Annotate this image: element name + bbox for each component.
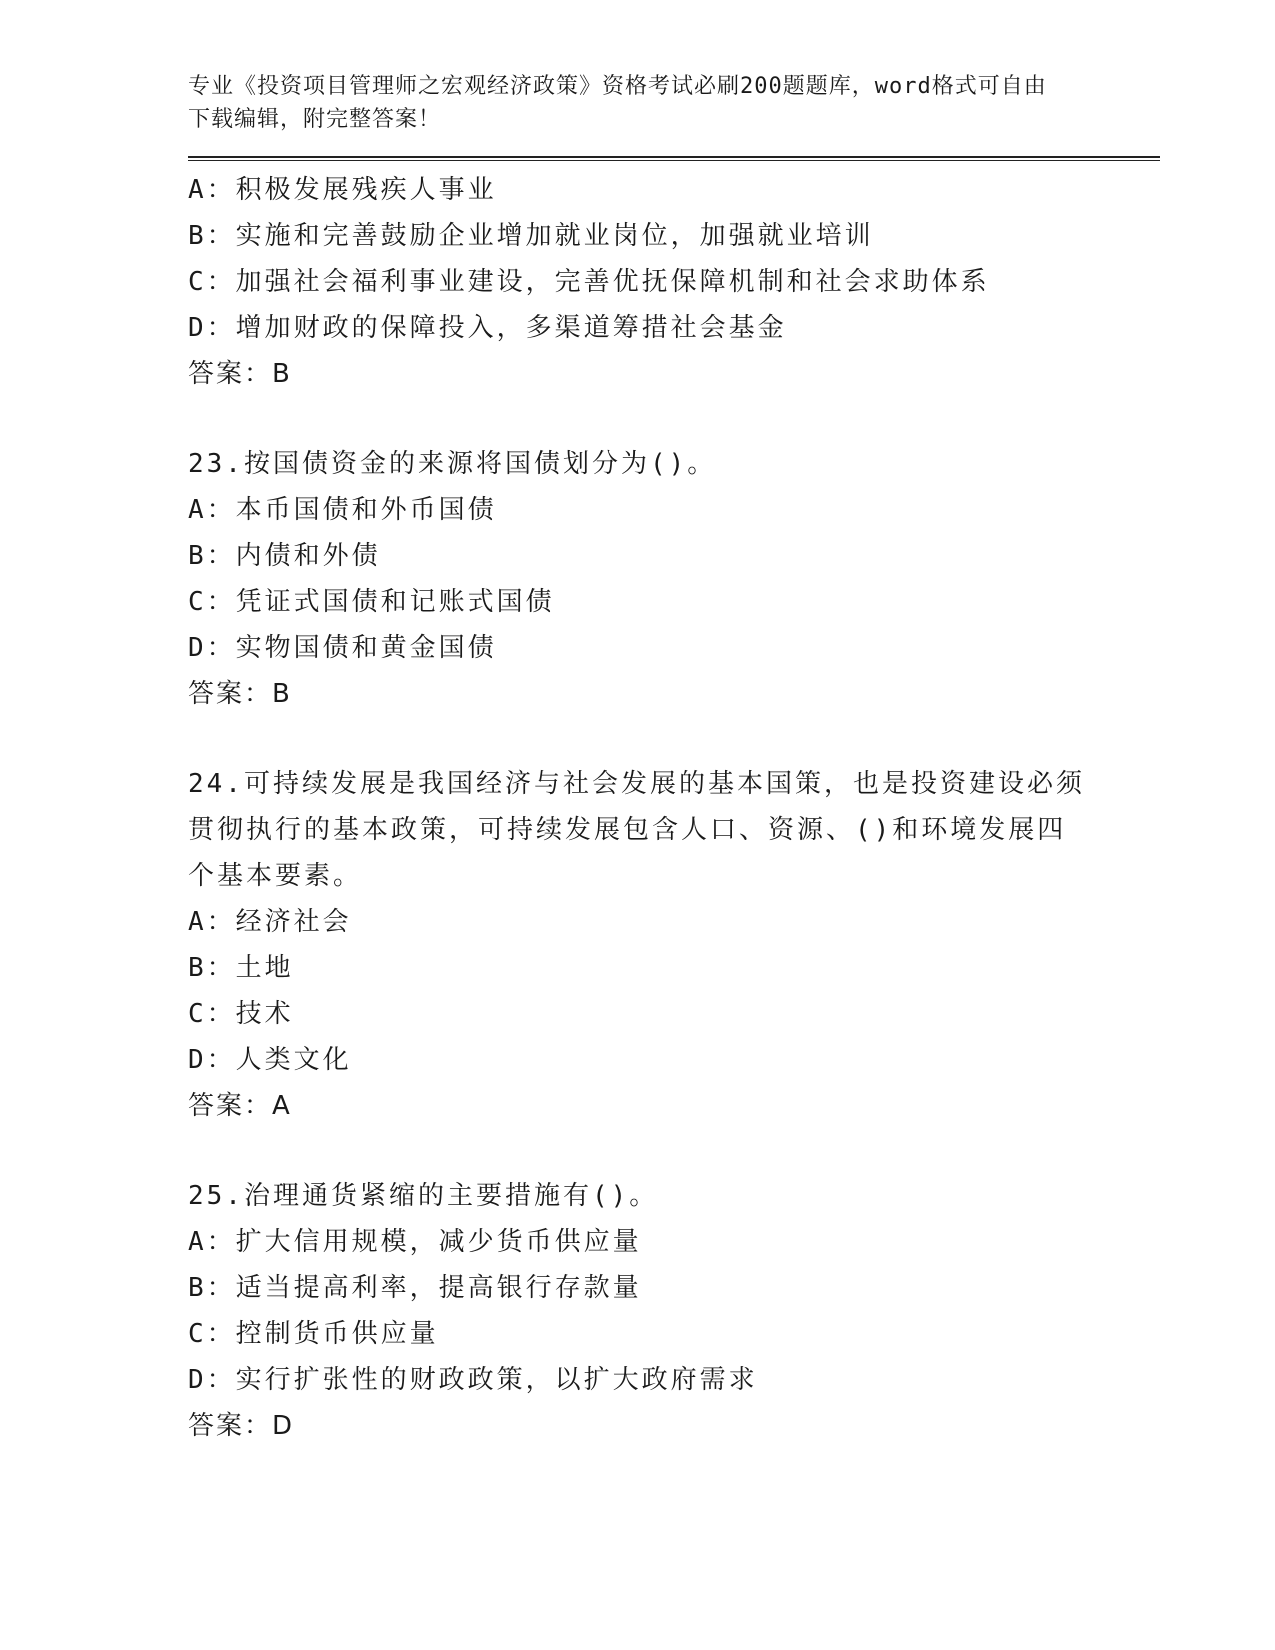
option-c: C：加强社会福利事业建设，完善优抚保障机制和社会求助体系 (188, 267, 990, 297)
document-page (188, 70, 1160, 1449)
question-25 (188, 1173, 1160, 1449)
option-b: B：土地 (188, 953, 294, 983)
question-22-partial (188, 167, 1160, 397)
option-a: A：本币国债和外币国债 (188, 495, 497, 525)
document-header: 专业《投资项目管理师之宏观经济政策》资格考试必刷200题题库，word格式可自由下载编辑，附完整答案！ (188, 74, 1047, 132)
question-list (188, 167, 1160, 1449)
option-c: C：控制货币供应量 (188, 1319, 439, 1349)
answer-line: 答案：D (188, 1411, 295, 1441)
option-d: D：增加财政的保障投入，多渠道筹措社会基金 (188, 313, 787, 343)
question-stem: 24.可持续发展是我国经济与社会发展的基本国策，也是投资建设必须贯彻执行的基本政策，可持续发展包含人口、资源、()和环境发展四个基本要素。 (188, 769, 1085, 891)
option-a: A：经济社会 (188, 907, 352, 937)
option-d: D：实行扩张性的财政政策，以扩大政府需求 (188, 1365, 758, 1395)
header-divider (188, 156, 1160, 161)
question-24 (188, 761, 1160, 1129)
option-c: C：凭证式国债和记账式国债 (188, 587, 555, 617)
option-d: D：实物国债和黄金国债 (188, 633, 497, 663)
option-a: A：扩大信用规模，减少货币供应量 (188, 1227, 642, 1257)
answer-line: 答案：A (188, 1091, 292, 1121)
option-a: A：积极发展残疾人事业 (188, 175, 497, 205)
option-b: B：实施和完善鼓励企业增加就业岗位，加强就业培训 (188, 221, 874, 251)
answer-line: 答案：B (188, 359, 292, 389)
option-b: B：内债和外债 (188, 541, 381, 571)
answer-line: 答案：B (188, 679, 292, 709)
option-d: D：人类文化 (188, 1045, 352, 1075)
question-stem: 23.按国债资金的来源将国债划分为()。 (188, 449, 717, 479)
question-23 (188, 441, 1160, 717)
option-c: C：技术 (188, 999, 294, 1029)
option-b: B：适当提高利率，提高银行存款量 (188, 1273, 642, 1303)
question-stem: 25.治理通货紧缩的主要措施有()。 (188, 1181, 659, 1211)
